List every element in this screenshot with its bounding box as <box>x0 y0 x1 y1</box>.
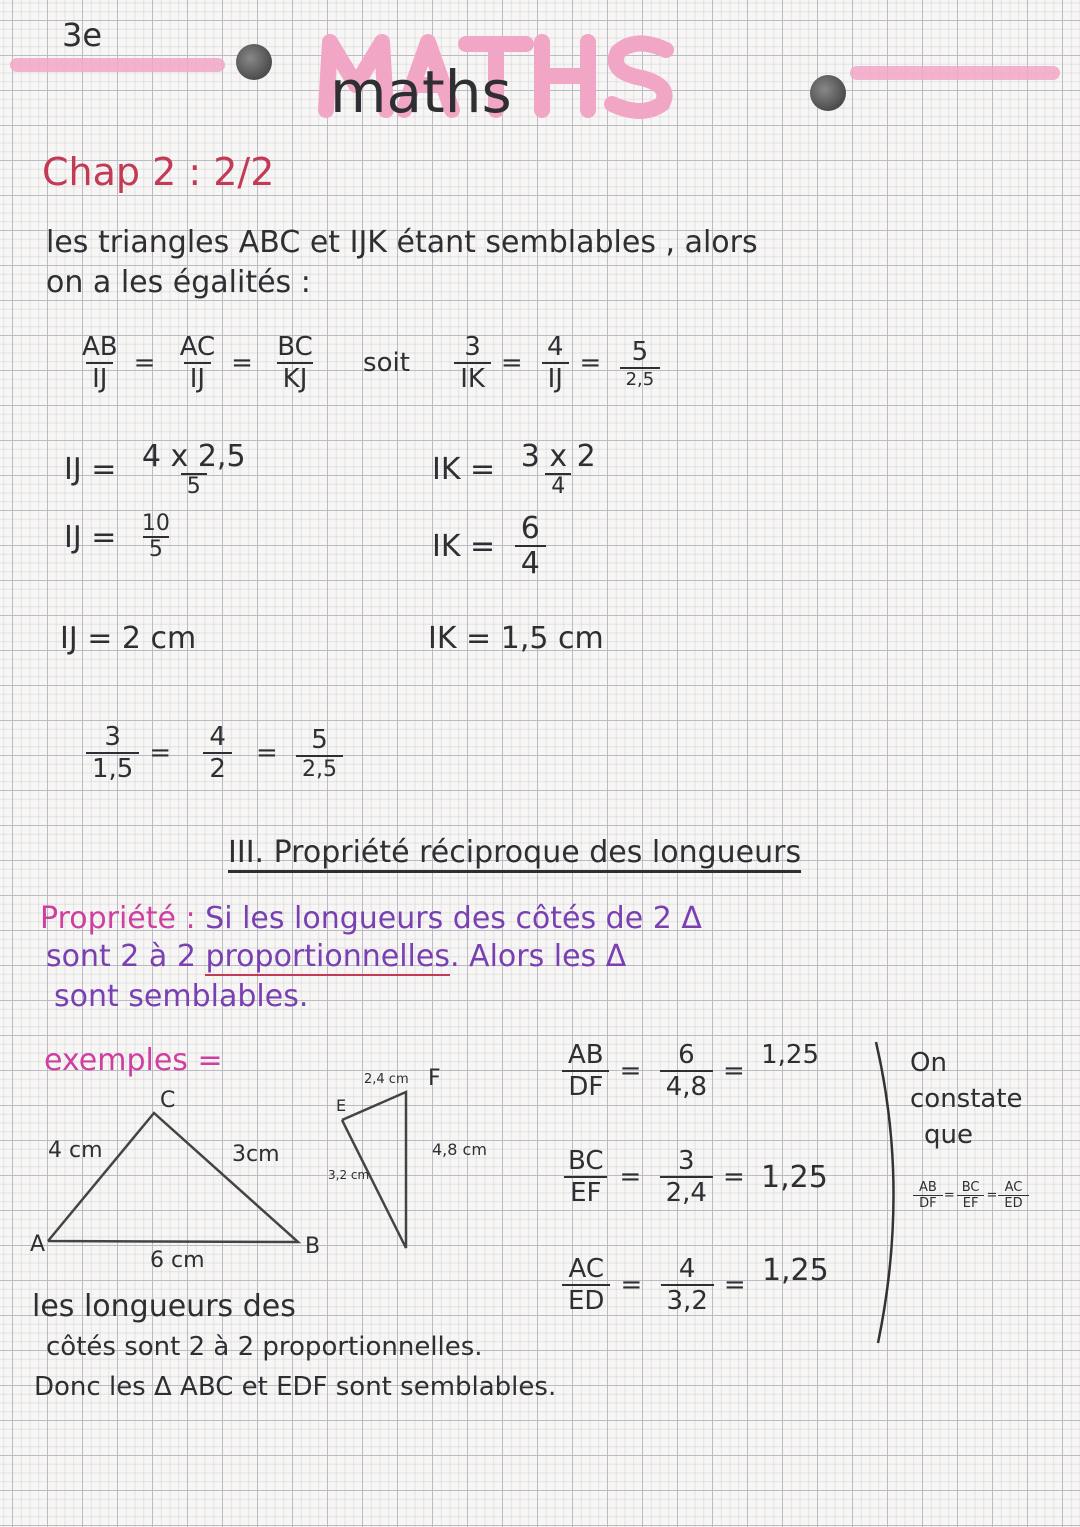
ik-calculation-step2: IK = $\frac{6}{4}$ <box>428 512 552 580</box>
side-ed: 3,2 cm <box>328 1168 370 1182</box>
closing-bracket <box>870 1038 910 1348</box>
note-equalities: $\frac{AB}{DF}$ = $\frac{BC}{EF}$ = $\frac{AC}{ED}$ <box>912 1180 1030 1211</box>
highlight-stroke <box>850 66 1060 80</box>
property-line1: Propriété : Si les longueurs des côtés de 2 Δ <box>40 901 702 936</box>
vertex-a: A <box>30 1232 46 1257</box>
similarity-equalities: $\frac{AB}{IJ}$ = $\frac{AC}{IJ}$ = $\frac{BC}{KJ}$ soit $\frac{3}{IK}$ = $\frac{4}{IJ}$ = $\frac{5}{2,5}$ <box>70 332 666 394</box>
note-line1: On <box>910 1048 947 1078</box>
ratio-check: $\frac{3}{1,5}$ = $\frac{4}{2}$ = $\frac{5}{2,5}$ <box>80 722 349 784</box>
side-ef: 2,4 cm <box>364 1072 409 1087</box>
conclusion-line2: côtés sont 2 à 2 proportionnelles. <box>46 1332 483 1362</box>
ratio-ac-ed: $\frac{AC}{ED}$ = $\frac{4}{3,2}$ = 1,25 <box>556 1254 833 1316</box>
ij-calculation: IJ = $\frac{4 x 2,5}{5}$ <box>64 439 246 499</box>
grade: 3e <box>62 16 103 54</box>
vertex-b: B <box>305 1234 321 1259</box>
side-ac: 4 cm <box>48 1138 103 1163</box>
note-line2: constate <box>910 1084 1023 1114</box>
examples-label: exemples = <box>44 1043 223 1078</box>
side-cb: 3cm <box>232 1142 280 1167</box>
side-ab: 6 cm <box>150 1248 205 1273</box>
section-title: III. Propriété réciproque des longueurs <box>228 835 802 870</box>
vertex-f: F <box>428 1066 441 1091</box>
side-df: 4,8 cm <box>432 1140 487 1159</box>
note-line3: que <box>924 1120 973 1150</box>
page-title: maths <box>330 58 512 126</box>
ij-calculation-step2: IJ = $\frac{10}{5}$ <box>64 511 170 563</box>
vertex-e: E <box>336 1096 347 1115</box>
intro-line1: les triangles ABC et IJK étant semblables , alors <box>46 225 758 260</box>
ratio-ab-df: $\frac{AB}{DF}$ = $\frac{6}{4,8}$ = 1,25 <box>556 1040 823 1102</box>
binder-hole <box>810 75 846 111</box>
triangle-abc <box>0 0 540 1300</box>
ratio-bc-ef: $\frac{BC}{EF}$ = $\frac{3}{2,4}$ = 1,25 <box>556 1146 832 1208</box>
ik-calculation: IK = $\frac{3 x 2}{4}$ <box>432 439 596 499</box>
vertex-c: C <box>160 1088 176 1113</box>
property-line3: sont semblables. <box>54 979 309 1014</box>
conclusion-line1: les longueurs des <box>32 1289 296 1324</box>
chapter-title: Chap 2 : 2/2 <box>42 150 275 194</box>
ik-result: IK = 1,5 cm <box>428 621 604 656</box>
property-line2: sont 2 à 2 proportionnelles. Alors les Δ <box>46 939 627 974</box>
conclusion-line3: Donc les Δ ABC et EDF sont semblables. <box>34 1372 557 1402</box>
ij-result: IJ = 2 cm <box>60 621 197 656</box>
intro-line2: on a les égalités : <box>46 265 311 300</box>
